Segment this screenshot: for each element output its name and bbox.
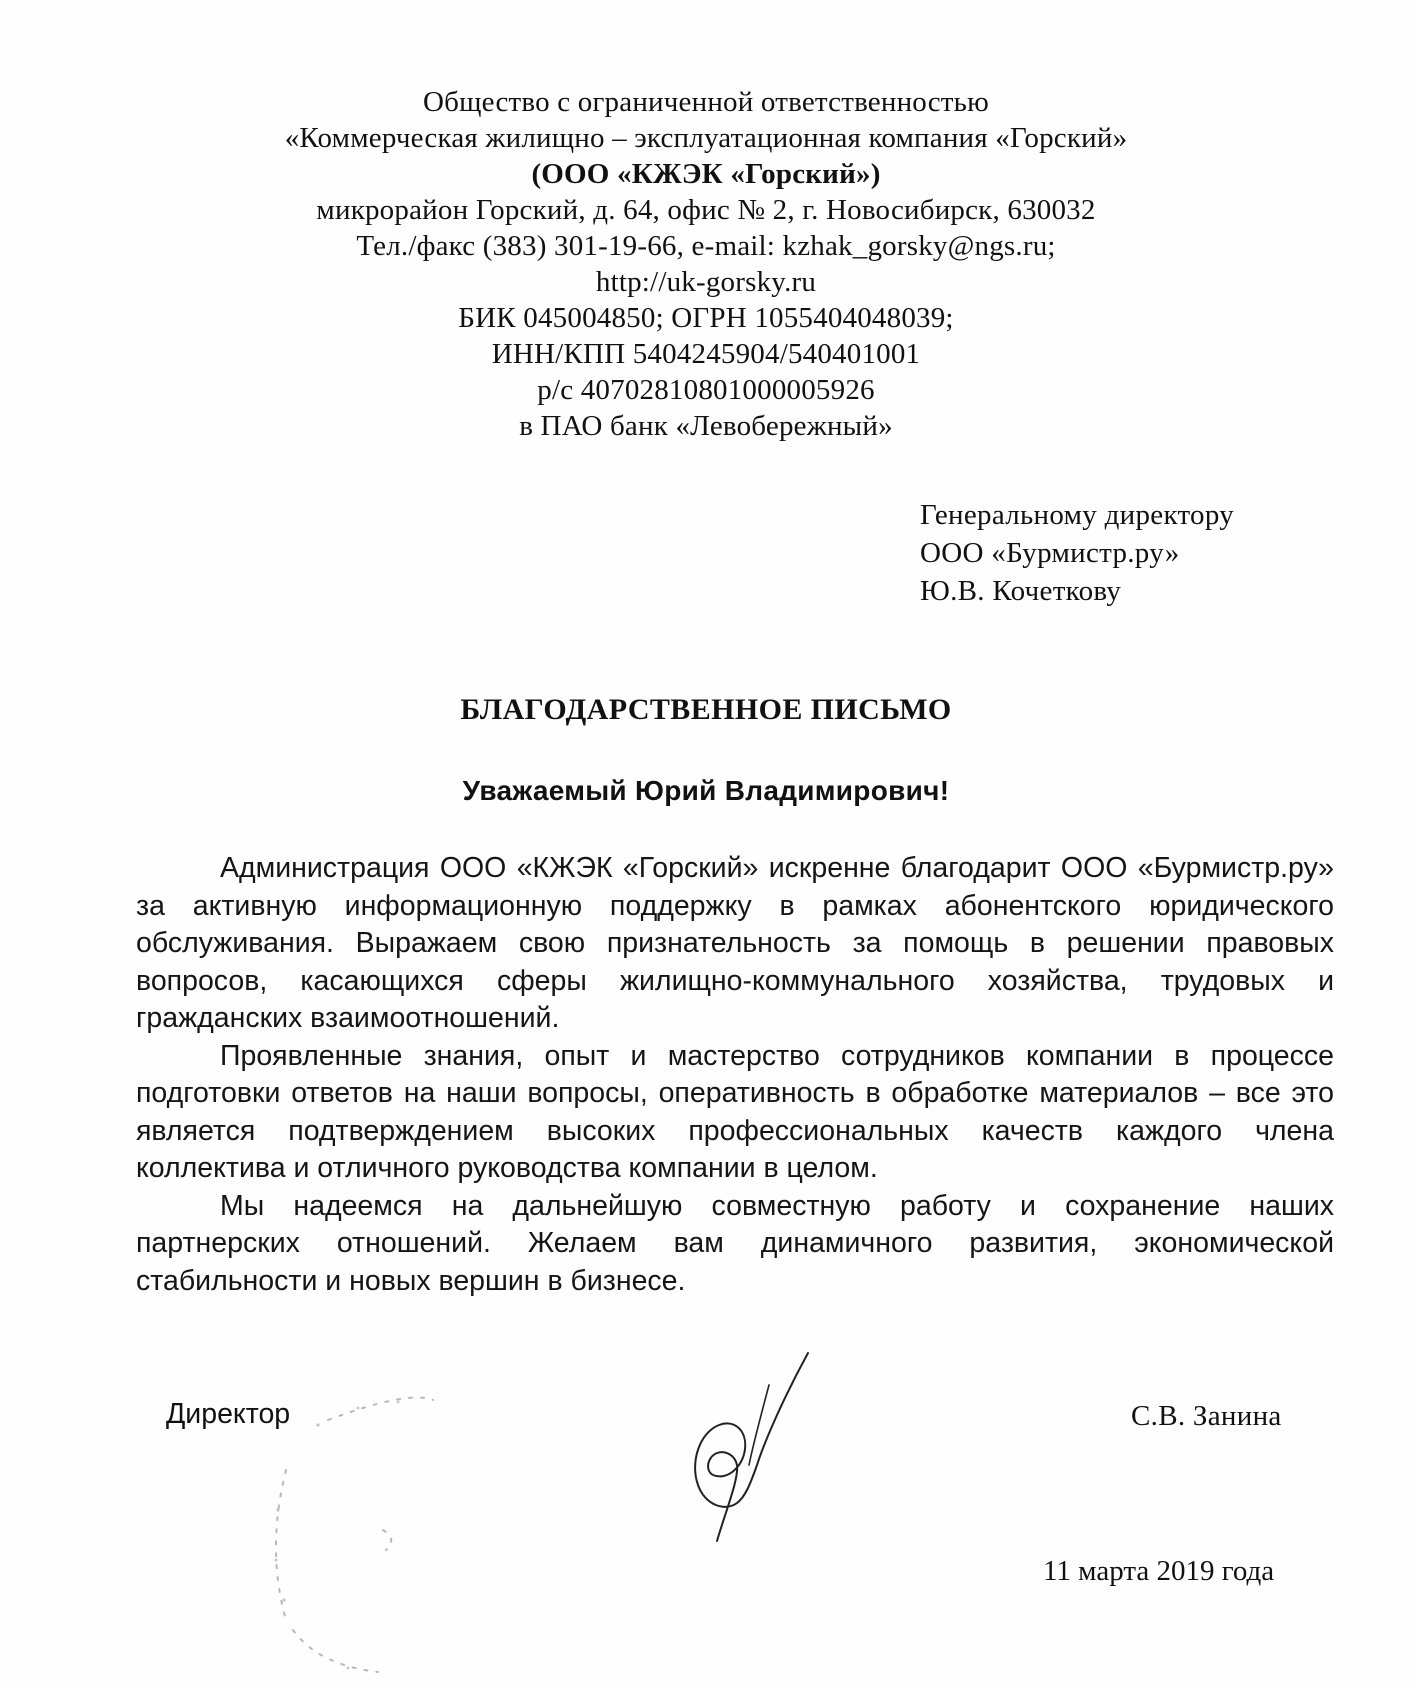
org-account: р/с 40702810801000005926 (537, 374, 875, 406)
org-website: http://uk-gorsky.ru (595, 266, 817, 298)
letter-paragraph: Администрация ООО «КЖЭК «Горский» искренне благодарит ООО «Бурмистр.ру» за активную информационную поддержку в рамках абонентского юридического обслуживания. Выражаем свою признательность за помощь в решении правовых вопросов, касающихся сферы жилищно-коммунального хозяйства, трудовых и гражданских взаимоотношений. (136, 852, 1334, 1034)
org-bik-ogrn: БИК 045004850; ОГРН 1055404048039; (458, 302, 954, 334)
letter-date: 11 марта 2019 года (1043, 1555, 1275, 1587)
director-signature (665, 1345, 815, 1545)
letter-salutation: Уважаемый Юрий Владимирович! (462, 775, 950, 806)
addressee-company: ООО «Бурмистр.ру» (920, 537, 1180, 569)
letter-paragraph: Проявленные знания, опыт и мастерство сотрудников компании в процессе подготовки ответов на наши вопросы, оперативность в обработке материалов – все это является подтверждением высоких профессиональных качеств каждого члена коллектива и отличного руководства компании в целом. (136, 1039, 1334, 1184)
signatory-name: С.В. Занина (1131, 1400, 1282, 1432)
org-bank: в ПАО банк «Левобережный» (519, 410, 893, 442)
signatory-role: Директор (166, 1398, 291, 1430)
org-address: микрорайон Горский, д. 64, офис № 2, г. Новосибирск, 630032 (316, 194, 1096, 226)
letterhead (0, 84, 1412, 444)
faded-stamp (258, 1380, 488, 1680)
org-inn-kpp: ИНН/КПП 5404245904/540401001 (491, 338, 921, 370)
org-contacts: Тел./факс (383) 301-19-66, e-mail: kzhak_gorsky@ngs.ru; (356, 230, 1056, 262)
org-type: Общество с ограниченной ответственностью (423, 86, 989, 118)
letter-body (136, 850, 1334, 1300)
letter-title: БЛАГОДАРСТВЕННОЕ ПИСЬМО (460, 693, 952, 726)
addressee-block (920, 496, 1234, 610)
org-full-name: «Коммерческая жилищно – эксплуатационная компания «Горский» (284, 122, 1128, 154)
addressee-position: Генеральному директору (920, 499, 1235, 531)
addressee-name: Ю.В. Кочеткову (920, 575, 1122, 607)
letter-paragraph: Мы надеемся на дальнейшую совместную работу и сохранение наших партнерских отношений. Желаем вам динамичного развития, экономической стабильности и новых вершин в бизнесе. (136, 1189, 1334, 1297)
org-short-name: (ООО «КЖЭК «Горский») (531, 158, 881, 190)
